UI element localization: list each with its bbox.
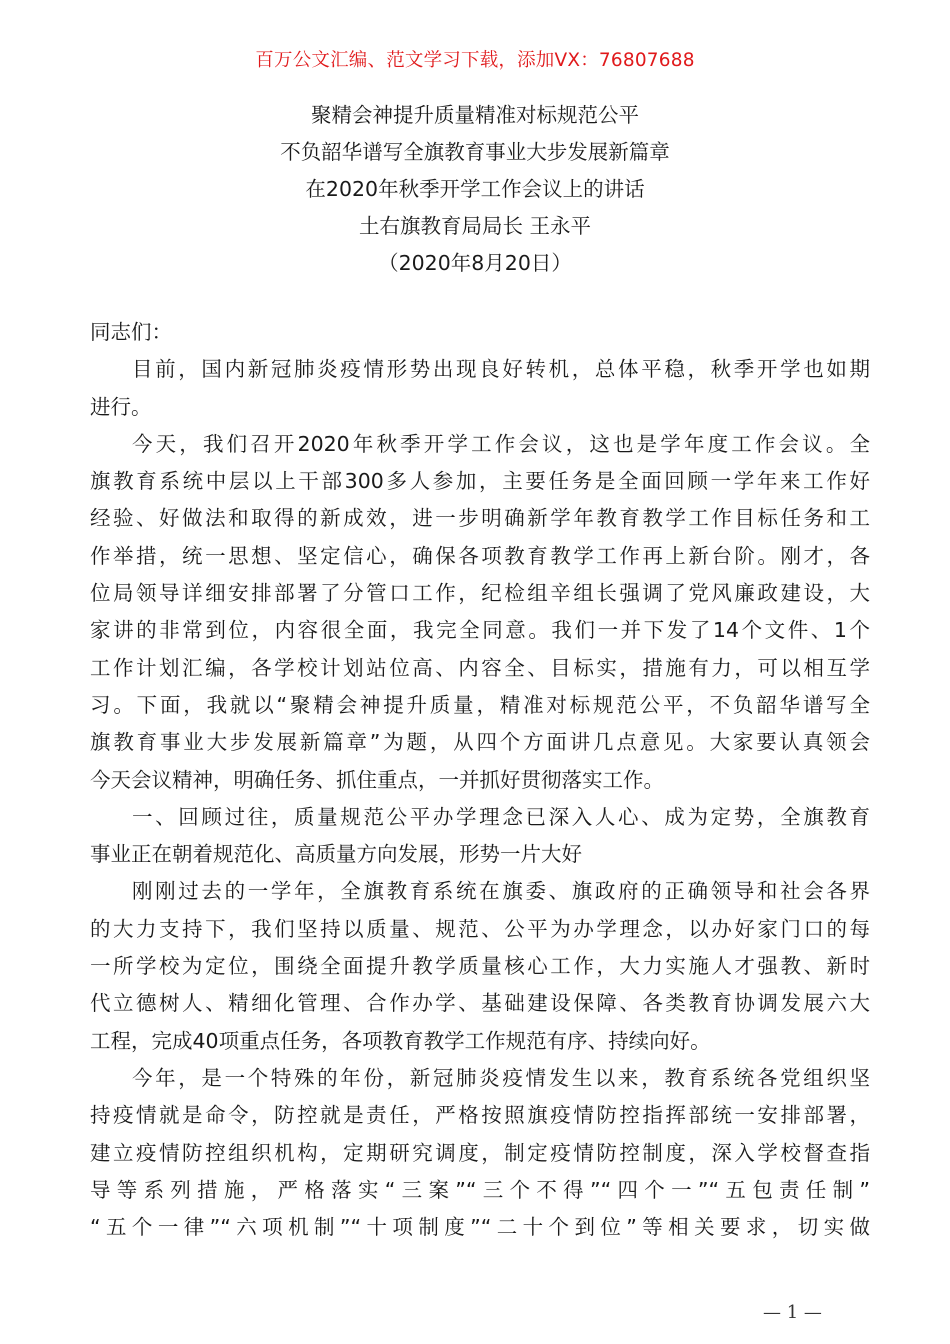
section-heading-line: 事业正在朝着规范化、高质量方向发展，形势一片大好 bbox=[90, 842, 582, 867]
body-text-line: 今天，我们召开2020年秋季开学工作会议，这也是学年度工作会议。全 bbox=[132, 431, 870, 456]
body-text-line: 同志们： bbox=[90, 320, 172, 344]
page-number: — 1 — bbox=[763, 1302, 822, 1323]
speech-date: （2020年8月20日） bbox=[378, 251, 572, 275]
body-text-line: 今天会议精神，明确任务、抓住重点，一并抓好贯彻落实工作。 bbox=[90, 767, 664, 792]
body-text-line: 刚刚过去的一学年，全旗教育系统在旗委、旗政府的正确领导和社会各界 bbox=[132, 879, 870, 904]
body-text-line: 经验、好做法和取得的新成效，进一步明确新学年教育教学工作目标任务和工 bbox=[90, 506, 870, 531]
body-text-line: 家讲的非常到位，内容很全面，我完全同意。我们一并下发了14个文件、1个 bbox=[90, 618, 870, 643]
body-text-line: 代立德树人、精细化管理、合作办学、基础建设保障、各类教育协调发展六大 bbox=[90, 991, 870, 1016]
speaker-line: 土右旗教育局局长 王永平 bbox=[358, 214, 592, 238]
body-text-line: 习。下面，我就以“聚精会神提升质量，精准对标规范公平，不负韶华谱写全 bbox=[90, 692, 870, 717]
body-text-line: 今年，是一个特殊的年份，新冠肺炎疫情发生以来，教育系统各党组织坚 bbox=[132, 1065, 870, 1090]
section-heading-line: 一、回顾过往，质量规范公平办学理念已深入人心、成为定势，全旗教育 bbox=[132, 804, 870, 829]
body-text-line: “五个一律”“六项机制”“十项制度”“二十个到位”等相关要求，切实做 bbox=[90, 1215, 870, 1240]
title-line-1: 聚精会神提升质量精准对标规范公平 bbox=[311, 103, 639, 127]
body-text-line: 目前，国内新冠肺炎疫情形势出现良好转机，总体平稳，秋季开学也如期 bbox=[132, 357, 870, 382]
promo-banner: 百万公文汇编、范文学习下载，添加VX：76807688 bbox=[255, 50, 695, 71]
subtitle-speech: 在2020年秋季开学工作会议上的讲话 bbox=[305, 177, 645, 201]
body-text-line: 旗教育事业大步发展新篇章”为题，从四个方面讲几点意见。大家要认真领会 bbox=[90, 730, 870, 755]
body-text-line: 作举措，统一思想、坚定信心，确保各项教育教学工作再上新台阶。刚才，各 bbox=[90, 543, 870, 568]
body-text-line: 一所学校为定位，围绕全面提升教学质量核心工作，大力实施人才强教、新时 bbox=[90, 954, 870, 979]
body-text-line: 进行。 bbox=[90, 394, 152, 419]
body-text-line: 位局领导详细安排部署了分管口工作，纪检组辛组长强调了党风廉政建设，大 bbox=[90, 581, 870, 606]
body-text-line: 的大力支持下，我们坚持以质量、规范、公平为办学理念，以办好家门口的每 bbox=[90, 916, 870, 941]
body-text-line: 工作计划汇编，各学校计划站位高、内容全、目标实，措施有力，可以相互学 bbox=[90, 655, 870, 680]
body-text-line: 持疫情就是命令，防控就是责任，严格按照旗疫情防控指挥部统一安排部署， bbox=[90, 1103, 870, 1128]
title-block bbox=[0, 97, 950, 282]
body-text-line: 建立疫情防控组织机构，定期研究调度，制定疫情防控制度，深入学校督查指 bbox=[90, 1140, 870, 1165]
title-line-2: 不负韶华谱写全旗教育事业大步发展新篇章 bbox=[280, 140, 670, 164]
body-text-line: 工程，完成40项重点任务，各项教育教学工作规范有序、持续向好。 bbox=[90, 1028, 711, 1053]
body-text-line: 旗教育系统中层以上干部300多人参加，主要任务是全面回顾一学年来工作好 bbox=[90, 469, 870, 494]
document-body bbox=[90, 314, 870, 1246]
body-text-line: 导等系列措施，严格落实“三案”“三个不得”“四个一”“五包责任制” bbox=[90, 1177, 870, 1202]
